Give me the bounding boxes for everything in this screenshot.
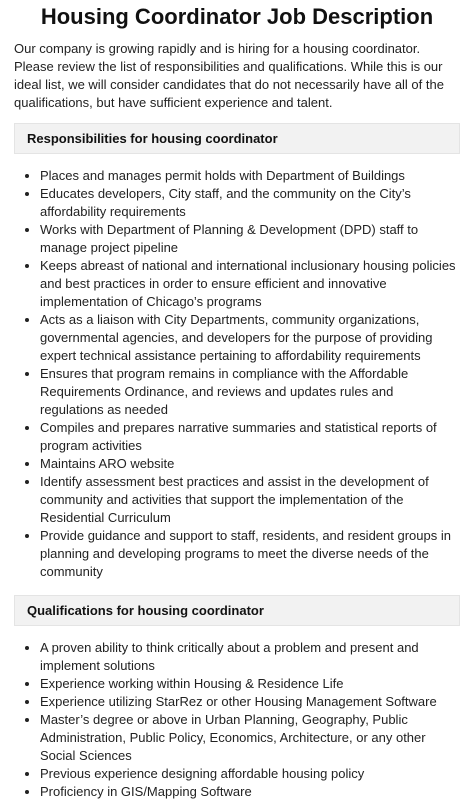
list-item: • Educates developers, City staff, and the community on the City’s affordability requirements [40,185,460,221]
list-item: • Keeps abreast of national and international inclusionary housing policies and best practices in order to ensure efficient and innovative implementation of Chicago’s programs [40,257,460,311]
responsibilities-heading: Responsibilities for housing coordinator [14,123,460,154]
list-item: • A proven ability to think critically about a problem and present and implement solutions [40,639,460,675]
responsibilities-list [14,167,460,581]
list-item: • Provide guidance and support to staff, residents, and resident groups in planning and developing programs to meet the diverse needs of the community [40,527,460,581]
list-item: • Experience working within Housing & Residence Life [40,675,460,693]
list-item: • Master’s degree or above in Urban Planning, Geography, Public Administration, Public Policy, Economics, Architecture, or any other Social Sciences [40,711,460,765]
list-item: • Experience utilizing StarRez or other Housing Management Software [40,693,460,711]
list-item: • Maintains ARO website [40,455,460,473]
list-item: • Proficiency in GIS/Mapping Software [40,783,460,801]
qualifications-list [14,639,460,801]
list-item: • Ensures that program remains in compliance with the Affordable Requirements Ordinance, and reviews and updates rules and regulations as needed [40,365,460,419]
list-item: • Places and manages permit holds with Department of Buildings [40,167,460,185]
list-item: • Works with Department of Planning & Development (DPD) staff to manage project pipeline [40,221,460,257]
intro-paragraph: Our company is growing rapidly and is hiring for a housing coordinator. Please review the list of responsibilities and qualifications. While this is our ideal list, we will consider candidates that do not necessarily have all of the qualifications, but have sufficient experience and talent. [14,41,444,110]
page-title: Housing Coordinator Job Description [40,4,434,29]
list-item: • Acts as a liaison with City Departments, community organizations, governmental agencies, and developers for the purpose of providing expert technical assistance pertaining to affordability requirements [40,311,460,365]
list-item: • Previous experience designing affordable housing policy [40,765,460,783]
list-item: • Identify assessment best practices and assist in the development of community and activities that support the implementation of the Residential Curriculum [40,473,460,527]
qualifications-heading: Qualifications for housing coordinator [14,595,460,626]
list-item: • Compiles and prepares narrative summaries and statistical reports of program activities [40,419,460,455]
